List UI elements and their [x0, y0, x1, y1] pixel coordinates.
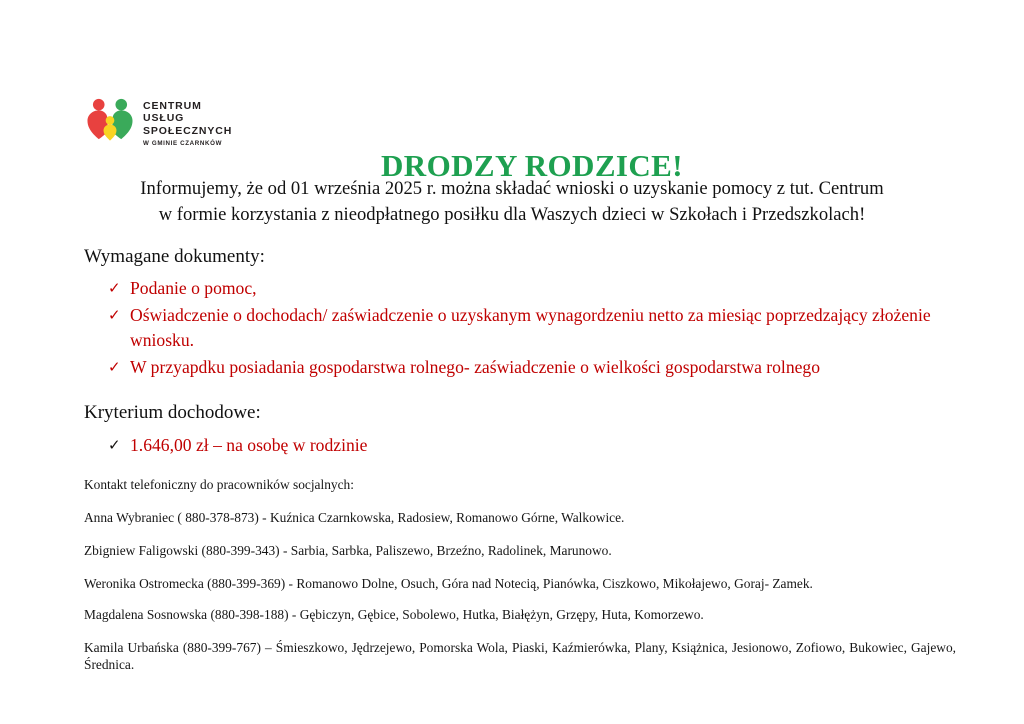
list-item-label: Oświadczenie o dochodach/ zaświadczenie o uzyskanym wynagordzeniu netto za miesiąc poprzedzający złożenie wniosku. — [130, 305, 931, 350]
income-criterion-heading: Kryterium dochodowe: — [84, 402, 261, 423]
logo-line-4: W GMINIE CZARNKÓW — [143, 140, 223, 148]
check-icon: ✓ — [108, 306, 121, 324]
contact-entry: Kamila Urbańska (880-399-767) – Śmieszkowo, Jędrzejewo, Pomorska Wola, Piaski, Kaźmierówka, Plany, Książnica, Jesionowo, Zofiowo, Bukowiec, Gajewo, Średnica. — [84, 640, 956, 672]
contacts-heading: Kontakt telefoniczny do pracowników socjalnych: — [84, 477, 354, 492]
list-item-label: W przyapdku posiadania gospodarstwa rolnego- zaświadczenie o wielkości gospodarstwa rolnego — [130, 357, 821, 377]
required-documents-list — [82, 276, 942, 380]
logo-line-2: USŁUG — [143, 112, 185, 125]
contact-entry: Weronika Ostromecka (880-399-369) - Romanowo Dolne, Osuch, Góra nad Notecią, Pianówka, Ciszkowo, Mikołajewo, Goraj- Zamek. — [84, 576, 813, 591]
intro-paragraph — [82, 176, 942, 228]
organization-logo — [86, 96, 232, 150]
intro-line-2: w formie korzystania z nieodpłatnego posiłku dla Waszych dzieci w Szkołach i Przedszkolach! — [158, 204, 866, 225]
required-documents-heading: Wymagane dokumenty: — [84, 246, 265, 267]
list-item-label: 1.646,00 zł – na osobę w rodzinie — [130, 435, 368, 455]
contact-entry: Anna Wybraniec ( 880-378-873) - Kuźnica Czarnkowska, Radosiew, Romanowo Górne, Walkowice. — [84, 510, 625, 525]
check-icon: ✓ — [108, 358, 121, 376]
income-criterion-list — [82, 433, 942, 458]
check-icon: ✓ — [108, 436, 121, 454]
logo-wordmark — [143, 96, 232, 150]
contact-entry: Magdalena Sosnowska (880-398-188) - Gębiczyn, Gębice, Sobolewo, Hutka, Białężyn, Grzępy, Huta, Komorzewo. — [84, 607, 704, 622]
document-body — [82, 176, 956, 673]
intro-line-1: Informujemy, że od 01 września 2025 r. można składać wnioski o uzyskanie pomocy z tut. Centrum — [140, 178, 884, 199]
heart-family-logo-icon — [86, 96, 134, 142]
list-item — [108, 276, 942, 301]
logo-line-3: SPOŁECZNYCH — [143, 124, 233, 137]
check-icon: ✓ — [108, 279, 121, 297]
list-item — [108, 355, 942, 380]
list-item — [108, 303, 942, 353]
contacts-section — [82, 476, 956, 673]
logo-line-1: CENTRUM — [143, 100, 202, 112]
list-item — [108, 433, 942, 458]
contact-entry: Zbigniew Faligowski (880-399-343) - Sarbia, Sarbka, Paliszewo, Brzeźno, Radolinek, Marunowo. — [84, 543, 612, 558]
list-item-label: Podanie o pomoc, — [130, 278, 257, 298]
page-title: DRODZY RODZICE! — [381, 147, 683, 183]
